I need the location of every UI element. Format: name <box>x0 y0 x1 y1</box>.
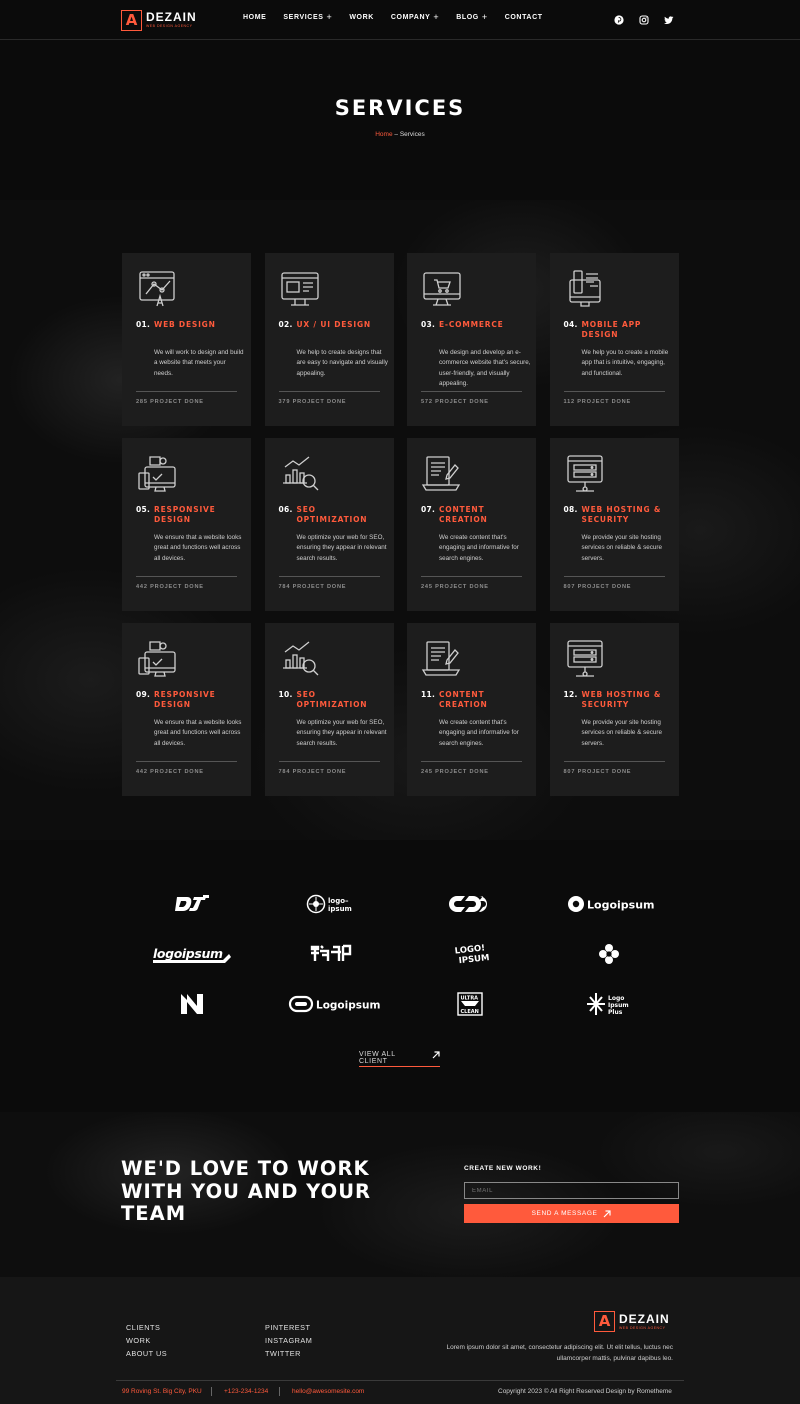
service-description: We create content that's engaging and informative for search engines. <box>439 534 519 562</box>
plus-icon: + <box>326 12 333 22</box>
logo-mark-icon: A <box>121 10 142 31</box>
service-description: We provide your site hosting services on reliable & secure servers. <box>581 719 662 747</box>
client-logos <box>122 893 679 1015</box>
service-number: 10. <box>278 690 293 699</box>
service-number: 08. <box>563 505 578 514</box>
brand-logo[interactable] <box>121 9 197 31</box>
copyright: Copyright 2023 © All Right Reserved Design by Rometheme <box>498 1388 672 1395</box>
hosting-icon <box>564 453 606 495</box>
service-card[interactable] <box>122 253 251 426</box>
service-number: 06. <box>278 505 293 514</box>
service-description: We ensure that a website looks great and functions well across all devices. <box>154 719 242 747</box>
breadcrumb-current: Services <box>399 131 425 138</box>
footer-separator <box>211 1387 212 1396</box>
site-header <box>0 0 800 40</box>
project-count: 442 PROJECT DONE <box>136 769 204 775</box>
service-card[interactable] <box>265 253 394 426</box>
service-title: E-COMMERCE <box>439 320 504 329</box>
service-card[interactable] <box>407 253 536 426</box>
service-description: We design and develop an e-commerce website that's secure, user-friendly, and visually appealing. <box>439 349 531 387</box>
card-divider <box>136 761 237 762</box>
pinterest-icon[interactable] <box>613 14 624 25</box>
seo-icon <box>279 453 321 495</box>
content-icon <box>421 453 463 495</box>
client-logo-5[interactable] <box>122 943 261 965</box>
service-card[interactable] <box>265 623 394 796</box>
service-card[interactable] <box>550 623 679 796</box>
cta-title: WE'D LOVE TO WORK WITH YOU AND YOUR TEAM <box>121 1157 372 1225</box>
email-input[interactable] <box>464 1182 679 1199</box>
service-description: We provide your site hosting services on reliable & secure servers. <box>581 534 662 562</box>
service-title: SEO OPTIMIZATION <box>296 690 368 709</box>
twitter-icon[interactable] <box>663 14 674 25</box>
client-logo-12[interactable] <box>539 993 678 1015</box>
send-message-button[interactable]: SEND A MESSAGE <box>464 1204 679 1223</box>
card-divider <box>136 391 237 392</box>
plus-icon: + <box>433 12 440 22</box>
service-card[interactable] <box>265 438 394 611</box>
project-count: 807 PROJECT DONE <box>563 584 632 590</box>
card-divider <box>421 761 522 762</box>
seo-icon <box>279 638 321 680</box>
breadcrumb-home[interactable]: Home <box>375 131 393 138</box>
project-count: 807 PROJECT DONE <box>563 769 632 775</box>
client-logo-8[interactable] <box>539 943 678 965</box>
service-description: We create content that's engaging and informative for search engines. <box>439 719 519 747</box>
ecommerce-icon <box>421 268 463 310</box>
service-number: 05. <box>136 505 151 514</box>
svg-text:CLEAN: CLEAN <box>460 1009 479 1015</box>
service-description: We will work to design and build a website that meets your needs. <box>154 349 244 377</box>
svg-text:Logoipsum: Logoipsum <box>586 898 654 912</box>
cta-form-title: CREATE NEW WORK! <box>464 1165 542 1172</box>
arrow-up-right-icon <box>603 1210 611 1218</box>
card-divider <box>564 576 665 577</box>
service-title: RESPONSIVE DESIGN <box>154 505 216 524</box>
service-title: WEB DESIGN <box>154 320 216 329</box>
footer-link-about[interactable]: ABOUT US <box>126 1349 168 1358</box>
service-card[interactable] <box>550 438 679 611</box>
project-count: 572 PROJECT DONE <box>421 399 489 405</box>
client-logo-10[interactable] <box>261 993 400 1015</box>
service-title: RESPONSIVE DESIGN <box>154 690 216 709</box>
service-number: 11. <box>421 690 436 699</box>
card-divider <box>279 391 380 392</box>
service-number: 12. <box>563 690 578 699</box>
social-links <box>613 14 674 25</box>
service-number: 07. <box>421 505 436 514</box>
project-count: 379 PROJECT DONE <box>278 399 347 405</box>
service-card[interactable] <box>122 623 251 796</box>
service-description: We help to create designs that are easy to navigate and visually appealing. <box>296 349 388 377</box>
service-card[interactable] <box>550 253 679 426</box>
card-divider <box>564 391 665 392</box>
footer-divider <box>116 1380 684 1381</box>
service-title: CONTENT CREATION <box>439 690 488 709</box>
client-logo-1[interactable] <box>122 893 261 915</box>
service-title: SEO OPTIMIZATION <box>296 505 368 524</box>
client-logo-6[interactable] <box>261 943 400 965</box>
client-logo-4[interactable] <box>539 893 678 915</box>
service-title: WEB HOSTING & SECURITY <box>581 505 662 524</box>
responsive-icon <box>136 638 178 680</box>
footer-link-instagram[interactable]: INSTAGRAM <box>265 1336 313 1345</box>
card-divider <box>421 576 522 577</box>
card-divider <box>136 576 237 577</box>
breadcrumb <box>0 131 800 138</box>
project-count: 245 PROJECT DONE <box>421 769 489 775</box>
svg-text:Plus: Plus <box>607 1009 622 1016</box>
card-divider <box>279 761 380 762</box>
footer-link-clients[interactable]: CLIENTS <box>126 1323 161 1332</box>
footer-address: 99 Roving St. Big City, PKU <box>122 1388 202 1395</box>
service-card[interactable] <box>407 623 536 796</box>
service-description: We optimize your web for SEO, ensuring they appear in relevant search results. <box>296 719 387 747</box>
hosting-icon <box>564 638 606 680</box>
card-divider <box>421 391 522 392</box>
card-divider <box>279 576 380 577</box>
brand-tagline: WEB DESIGN AGENCY <box>619 1325 666 1330</box>
project-count: 112 PROJECT DONE <box>563 399 632 405</box>
svg-text:ULTRA: ULTRA <box>460 995 478 1002</box>
service-description: We ensure that a website looks great and functions well across all devices. <box>154 534 242 562</box>
view-all-clients-link[interactable]: VIEW ALL CLIENT <box>359 1051 440 1067</box>
brand-tagline: WEB DESIGN AGENCY <box>146 24 193 29</box>
footer-link-twitter[interactable]: TWITTER <box>265 1349 301 1358</box>
brand-name: DEZAIN <box>619 1311 670 1326</box>
brand-name: DEZAIN <box>146 10 197 25</box>
web-design-icon <box>136 268 178 310</box>
svg-text:Ipsum: Ipsum <box>607 1002 629 1009</box>
services-grid <box>122 253 679 796</box>
plus-icon: + <box>481 12 488 22</box>
project-count: 245 PROJECT DONE <box>421 584 489 590</box>
project-count: 784 PROJECT DONE <box>278 769 347 775</box>
service-number: 09. <box>136 690 151 699</box>
svg-text:logo–: logo– <box>327 897 349 905</box>
nav-work[interactable]: WORK <box>349 14 374 21</box>
footer-links-social <box>265 1321 312 1360</box>
nav-home[interactable]: HOME <box>243 14 267 21</box>
project-count: 442 PROJECT DONE <box>136 584 204 590</box>
service-card[interactable] <box>122 438 251 611</box>
footer-description: Lorem ipsum dolor sit amet, consectetur adipiscing elit. Ut elit tellus, luctus nec ullamcorper mattis, pulvinar dapibus leo. <box>446 1344 673 1362</box>
service-title: MOBILE APP DESIGN <box>581 320 642 339</box>
breadcrumb-separator: – <box>392 131 400 138</box>
logo-mark-icon: A <box>594 1311 615 1332</box>
content-icon <box>421 638 463 680</box>
svg-text:logoipsum: logoipsum <box>152 946 223 961</box>
svg-text:LOGO!: LOGO! <box>453 943 486 957</box>
arrow-up-right-icon <box>432 1051 440 1059</box>
svg-text:Logo: Logo <box>607 995 624 1002</box>
footer-links-company <box>126 1321 167 1360</box>
svg-text:ipsum: ipsum <box>327 905 352 913</box>
nav-services[interactable]: SERVICES + <box>283 12 333 22</box>
service-title: UX / UI DESIGN <box>296 320 371 329</box>
svg-text:Logoipsum: Logoipsum <box>315 999 380 1012</box>
footer-phone[interactable]: +123-234-1234 <box>224 1388 269 1395</box>
footer-email[interactable]: hello@awesomesite.com <box>292 1388 365 1395</box>
card-divider <box>564 761 665 762</box>
client-logo-9[interactable] <box>122 993 261 1015</box>
footer-link-pinterest[interactable]: PINTEREST <box>265 1323 311 1332</box>
service-card[interactable] <box>407 438 536 611</box>
main-nav <box>243 14 560 21</box>
nav-blog[interactable]: BLOG + <box>456 12 488 22</box>
ux-ui-icon <box>279 268 321 310</box>
instagram-icon[interactable] <box>638 14 649 25</box>
service-number: 02. <box>278 320 293 329</box>
service-title: CONTENT CREATION <box>439 505 488 524</box>
responsive-icon <box>136 453 178 495</box>
svg-text:IPSUM: IPSUM <box>457 953 490 967</box>
client-logo-11[interactable] <box>400 993 539 1015</box>
client-logo-3[interactable] <box>400 893 539 915</box>
nav-company[interactable]: COMPANY + <box>390 12 440 22</box>
client-logo-2[interactable] <box>261 893 400 915</box>
service-description: We optimize your web for SEO, ensuring they appear in relevant search results. <box>296 534 387 562</box>
service-number: 01. <box>136 320 151 329</box>
footer-logo[interactable] <box>594 1311 670 1332</box>
site-footer <box>0 1277 800 1404</box>
nav-contact[interactable]: CONTACT <box>504 14 543 21</box>
project-count: 784 PROJECT DONE <box>278 584 347 590</box>
service-description: We help you to create a mobile app that is intuitive, engaging, and functional. <box>581 349 669 377</box>
footer-separator <box>279 1387 280 1396</box>
mobile-app-icon <box>564 268 606 310</box>
page-title: SERVICES <box>334 96 466 120</box>
service-title: WEB HOSTING & SECURITY <box>581 690 662 709</box>
footer-link-work[interactable]: WORK <box>126 1336 151 1345</box>
client-logo-7[interactable] <box>400 943 539 965</box>
service-number: 03. <box>421 320 436 329</box>
service-number: 04. <box>563 320 578 329</box>
project-count: 285 PROJECT DONE <box>136 399 204 405</box>
